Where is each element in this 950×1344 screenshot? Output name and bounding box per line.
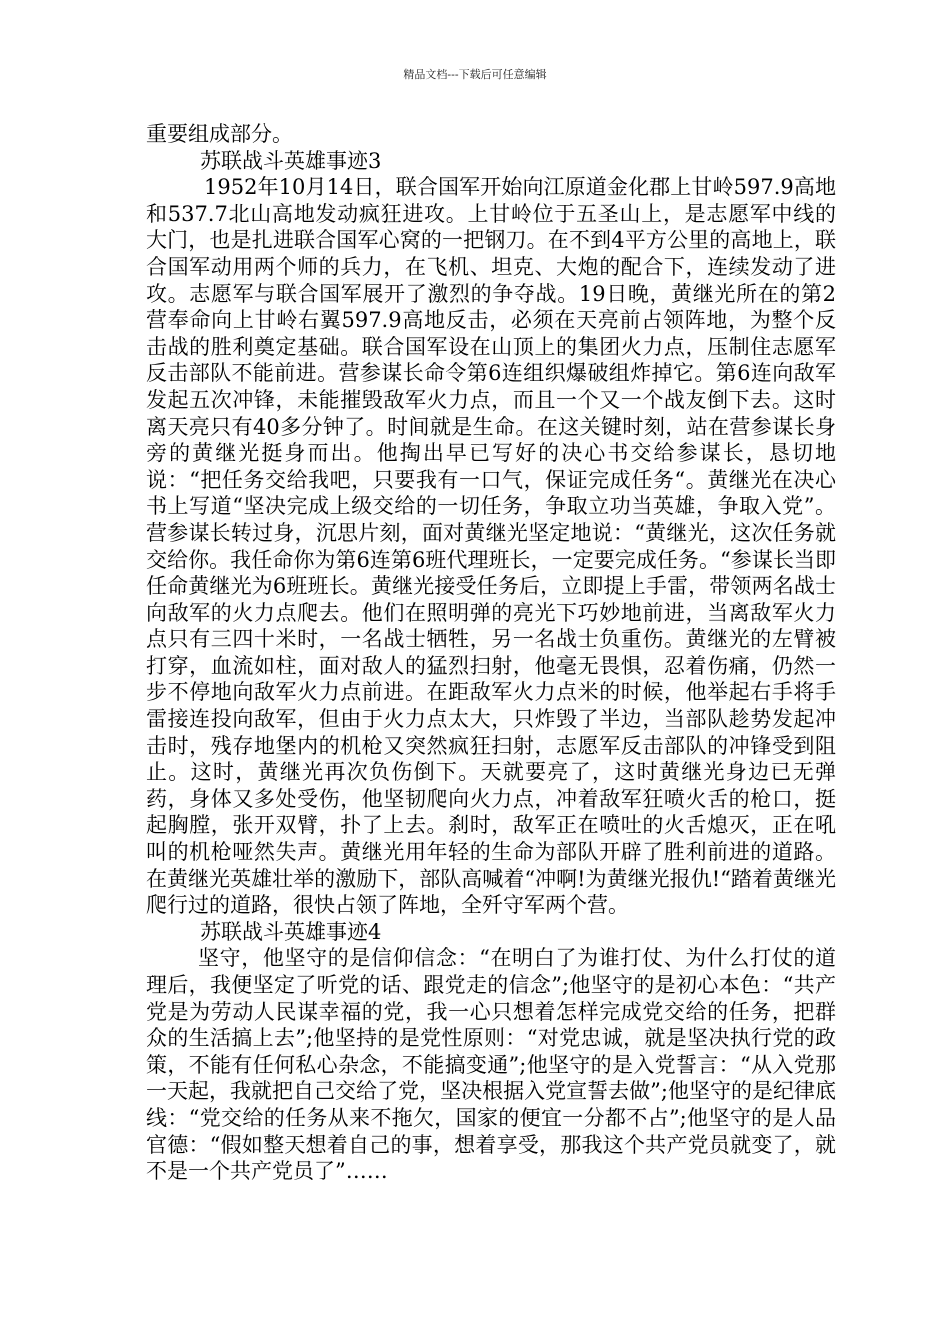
document-body: [146, 121, 836, 1185]
paragraph-huang-jiguang: 1952年10月14日，联合国军开始向江原道金化郡上甘岭597.9高地和537.7北山高地发动疯狂进攻。上甘岭位于五圣山上，是志愿军中线的大门，也是扎进联合国军心窝的一把钢刀。在不到4平方公里的高地上，联合国军动用两个师的兵力，在飞机、坦克、大炮的配合下，连续发动了进攻。志愿军与联合国军展开了激烈的争夺战。19日晚，黄继光所在的第2营奉命向上甘岭右翼597.9高地反击，必须在天亮前占领阵地，为整个反击战的胜利奠定基础。联合国军设在山顶上的集团火力点，压制住志愿军反击部队不能前进。营参谋长命令第6连组织爆破组炸掉它。第6连向敌军发起五次冲锋，未能摧毁敌军火力点，而且一个又一个战友倒下去。这时离天亮只有40多分钟了。时间就是生命。在这关键时刻，站在营参谋长身旁的黄继光挺身而出。他掏出早已写好的决心书交给参谋长，恳切地说：“把任务交给我吧，只要我有一口气，保证完成任务“。黄继光在决心书上写道“坚决完成上级交给的一切任务，争取立功当英雄，争取入党”。营参谋长转过身，沉思片刻，面对黄继光坚定地说：“黄继光，这次任务就交给你。我任命你为第6连第6班代理班长，一定要完成任务。“参谋长当即任命黄继光为6班班长。黄继光接受任务后，立即提上手雷，带领两名战士向敌军的火力点爬去。他们在照明弹的亮光下巧妙地前进，当离敌军火力点只有三四十米时，一名战士牺牲，另一名战士负重伤。黄继光的左臂被打穿，血流如柱，面对敌人的猛烈扫射，他毫无畏惧，忍着伤痛，仍然一步不停地向敌军火力点前进。在距敌军火力点米的时候，他举起右手将手雷接连投向敌军，但由于火力点太大，只炸毁了半边，当部队趁势发起冲击时，残存地堡内的机枪又突然疯狂扫射，志愿军反击部队的冲锋受到阻止。这时，黄继光再次负伤倒下。天就要亮了，这时黄继光身边已无弹药，身体又多处受伤，他坚韧爬向火力点，冲着敌军狂喷火舌的枪口，挺起胸膛，张开双臂，扑了上去。刹时，敌军正在喷吐的火舌熄灭，正在吼叫的机枪哑然失声。黄继光用年轻的生命为部队开辟了胜利前进的道路。在黄继光英雄壮举的激励下，部队高喊着“冲啊!为黄继光报仇!“踏着黄继光爬行过的道路，很快占领了阵地，全歼守军两个营。: [146, 175, 836, 918]
paragraph-continuation: 重要组成部分。: [146, 122, 293, 146]
page-header: 精品文档---下载后可任意编辑: [403, 68, 547, 81]
paragraph-steadfastness: 坚守，他坚守的是信仰信念：“在明白了为谁打仗、为什么打仗的道理后，我便坚定了听党的话、跟党走的信念”;他坚守的是初心本色：“共产党是为劳动人民谋幸福的党，我一心只想着怎样完成党交给的任务，把群众的生活搞上去”;他坚持的是党性原则：“对党忠诚，就是坚决执行党的政策，不能有任何私心杂念，不能搞变通”;他坚守的是入党誓言：“从入党那一天起，我就把自己交给了党，坚决根据入党宣誓去做”;他坚守的是纪律底线：“党交给的任务从来不拖欠，国家的便宜一分都不占”;他坚守的是人品官德：“假如整天想着自己的事，想着享受，那我这个共产党员就变了，就不是一个共产党员了”……: [146, 946, 836, 1184]
section-heading-3: 苏联战斗英雄事迹3: [200, 148, 382, 173]
section-heading-4: 苏联战斗英雄事迹4: [200, 919, 382, 944]
